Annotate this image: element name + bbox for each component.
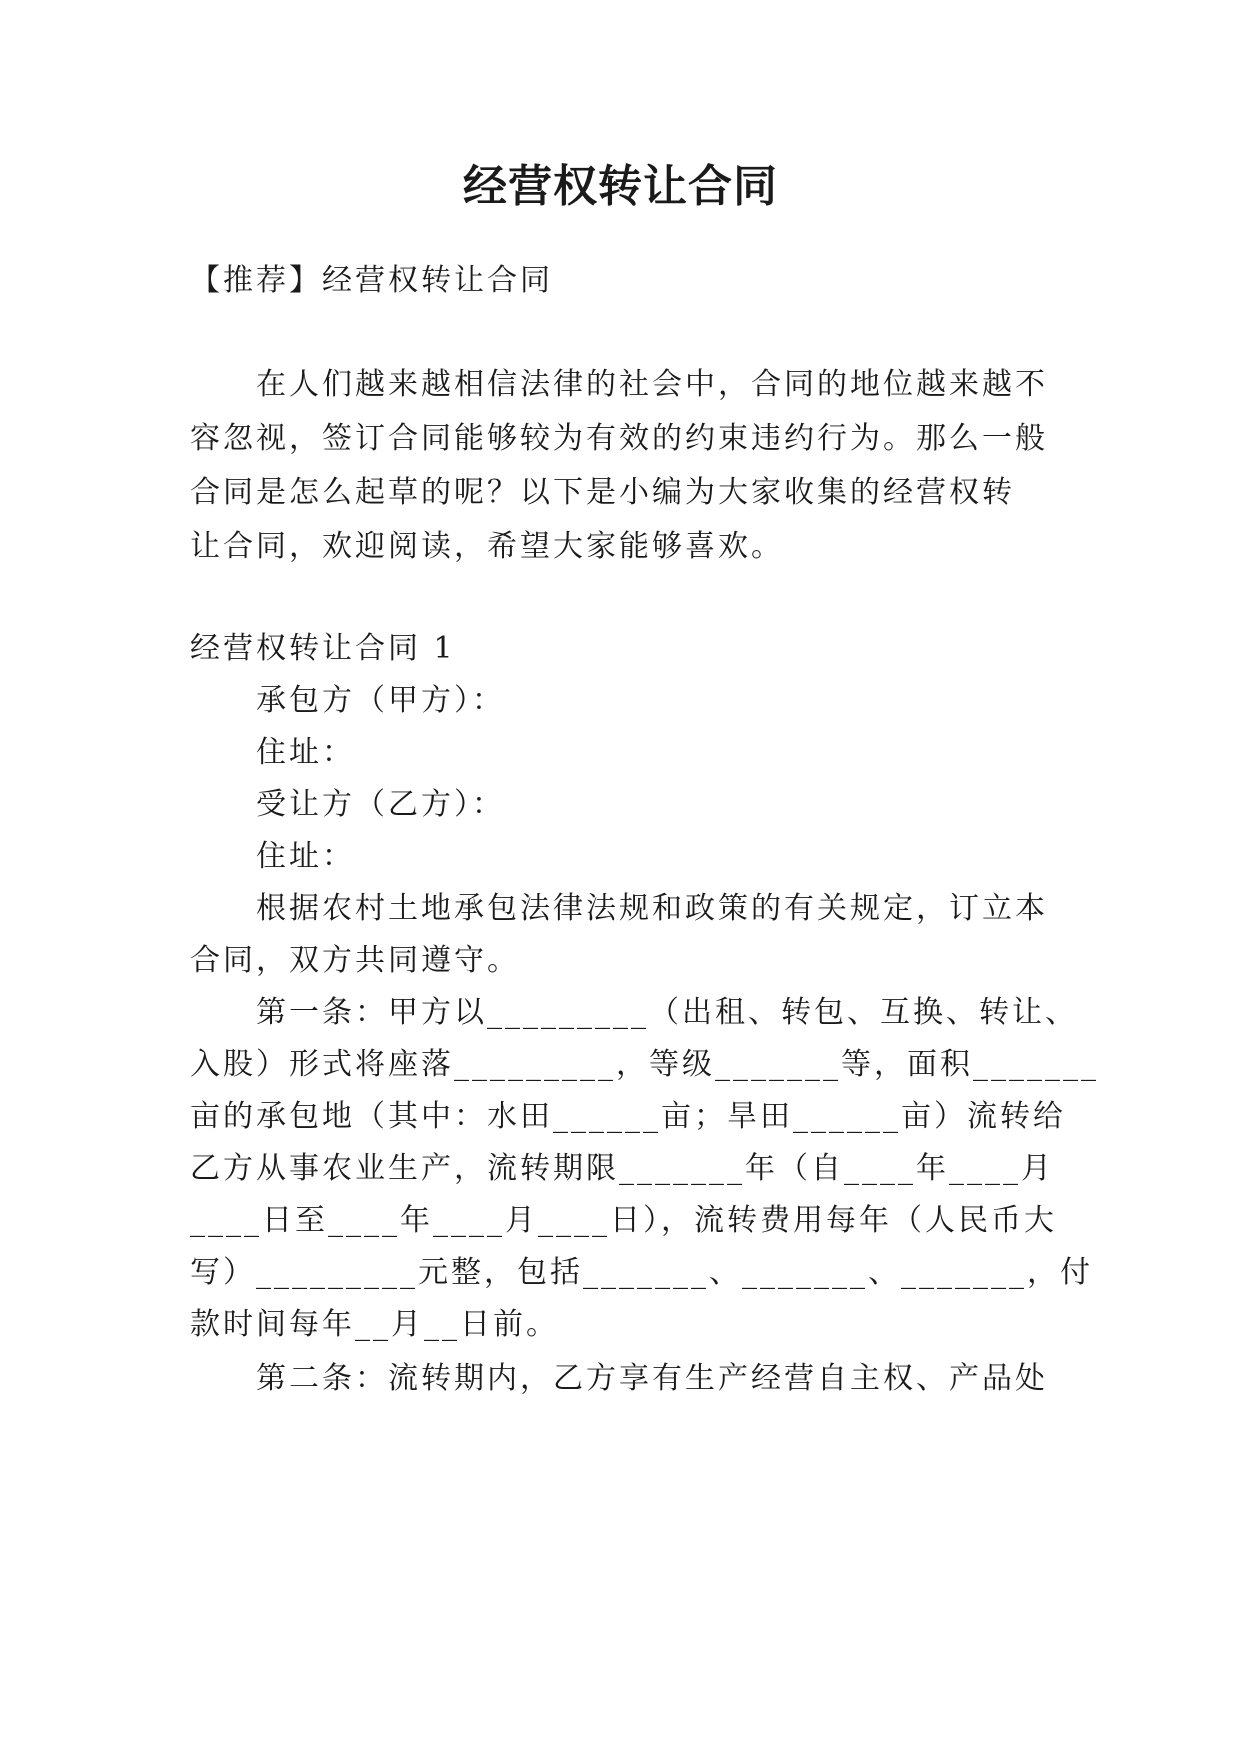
article2-line-1: 第二条：流转期内，乙方享有生产经营自主权、产品处 [256, 1361, 1048, 1396]
intro-line-3: 合同是怎么起草的呢？以下是小编为大家收集的经营权转 [190, 475, 1015, 510]
basis-line-1: 根据农村土地承包法律法规和政策的有关规定，订立本 [256, 891, 1048, 926]
recommend-line: 【推荐】经营权转让合同 [190, 263, 553, 298]
article1-line-1: 第一条：甲方以_________（出租、转包、互换、转让、 [256, 995, 1078, 1030]
article1-line-6: 写）_________元整，包括_______、_______、_______，付 [190, 1255, 1093, 1290]
article1-line-3: 亩的承包地（其中：水田______亩；旱田______亩）流转给 [190, 1099, 1066, 1134]
intro-line-2: 容忽视，签订合同能够较为有效的约束违约行为。那么一般 [190, 421, 1048, 456]
article1-line-2: 入股）形式将座落_________，等级_______等，面积_______ [190, 1047, 1099, 1082]
basis-line-2: 合同，双方共同遵守。 [190, 943, 520, 978]
intro-line-1: 在人们越来越相信法律的社会中，合同的地位越来越不 [256, 367, 1048, 402]
article1-line-4: 乙方从事农业生产，流转期限_______年（自____年____月 [190, 1151, 1054, 1186]
contract-heading: 经营权转让合同 1 [190, 631, 456, 666]
address-a: 住址： [256, 735, 355, 770]
document-title: 经营权转让合同 [463, 161, 778, 212]
address-b: 住址： [256, 839, 355, 874]
party-a: 承包方（甲方）： [256, 683, 505, 718]
article1-line-7: 款时间每年__月__日前。 [190, 1307, 559, 1342]
party-b: 受让方（乙方）： [256, 787, 505, 822]
intro-line-4: 让合同，欢迎阅读，希望大家能够喜欢。 [190, 529, 784, 564]
article1-line-5: ____日至____年____月____日），流转费用每年（人民币大 [190, 1203, 1057, 1238]
